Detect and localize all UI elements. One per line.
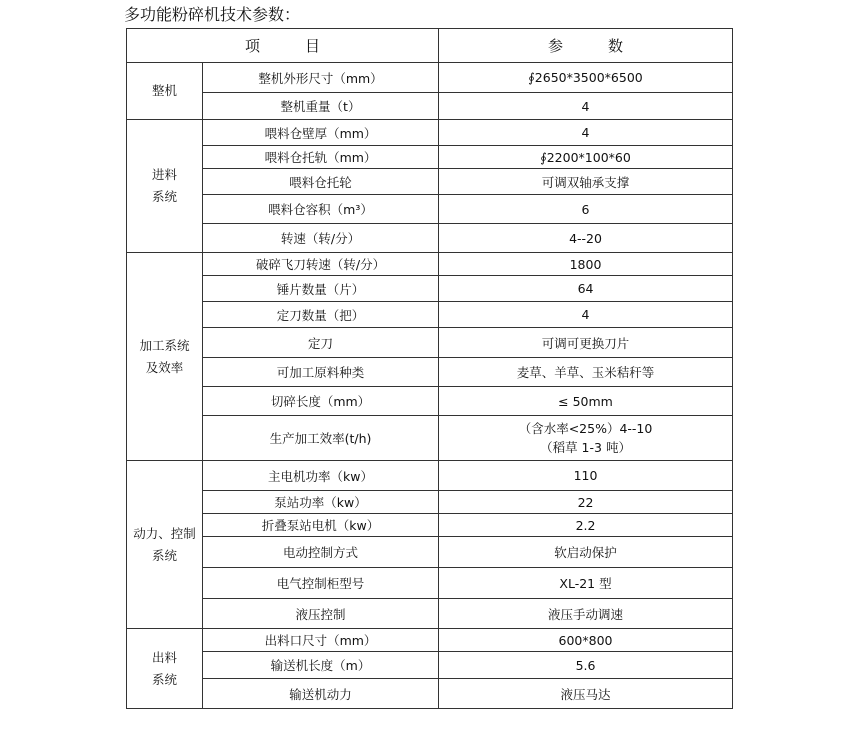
- group-name-cell: [127, 63, 203, 120]
- table-row: [127, 253, 733, 276]
- group-name-cell: [127, 461, 203, 629]
- document-title: 多功能粉碎机技术参数：: [124, 5, 301, 24]
- parameter-value: 22: [439, 491, 733, 514]
- group-name-cell: [127, 120, 203, 253]
- parameter-value: 可调双轴承支撑: [439, 169, 733, 195]
- table-row: [127, 328, 733, 358]
- group-name-cell: [127, 253, 203, 461]
- table-row: [127, 63, 733, 93]
- parameter-label: 喂料仓托轨（mm）: [203, 146, 439, 169]
- parameter-label: 电动控制方式: [203, 537, 439, 568]
- parameter-label: 喂料仓壁厚（mm）: [203, 120, 439, 146]
- parameter-label: 整机外形尺寸（mm）: [203, 63, 439, 93]
- parameter-label: 出料口尺寸（mm）: [203, 629, 439, 652]
- table-header-row: [127, 29, 733, 63]
- parameter-value: ∮2200*100*60: [439, 146, 733, 169]
- table-row: [127, 146, 733, 169]
- table-row: [127, 276, 733, 302]
- parameter-label: 定刀: [203, 328, 439, 358]
- table-row: [127, 491, 733, 514]
- group-name-line: 加工系统: [139, 337, 190, 353]
- parameter-label: 主电机功率（kw）: [203, 461, 439, 491]
- parameter-label: 喂料仓容积（m³）: [203, 195, 439, 224]
- table-row: [127, 387, 733, 416]
- table-row: [127, 358, 733, 387]
- table-row: [127, 568, 733, 599]
- group-name-line: 出料: [151, 649, 177, 665]
- parameter-label: 生产加工效率(t/h): [203, 416, 439, 461]
- table-row: [127, 120, 733, 146]
- parameter-value: 600*800: [439, 629, 733, 652]
- header-parameter: 参 数: [439, 29, 733, 63]
- parameter-value: 64: [439, 276, 733, 302]
- parameter-value: ≤ 50mm: [439, 387, 733, 416]
- table-body: [127, 63, 733, 709]
- parameter-value: ∮2650*3500*6500: [439, 63, 733, 93]
- table-row: [127, 224, 733, 253]
- parameter-value: 可调可更换刀片: [439, 328, 733, 358]
- table-row: [127, 416, 733, 461]
- parameter-value: 6: [439, 195, 733, 224]
- parameter-value: 液压手动调速: [439, 599, 733, 629]
- parameter-value: 4: [439, 93, 733, 120]
- table-row: [127, 169, 733, 195]
- parameter-value: 2.2: [439, 514, 733, 537]
- parameter-value: 麦草、羊草、玉米秸秆等: [439, 358, 733, 387]
- parameter-label: 输送机长度（m）: [203, 652, 439, 679]
- table-row: [127, 514, 733, 537]
- table-row: [127, 629, 733, 652]
- parameter-label: 输送机动力: [203, 679, 439, 709]
- parameter-label: 电气控制柜型号: [203, 568, 439, 599]
- table-row: [127, 302, 733, 328]
- parameter-value: 110: [439, 461, 733, 491]
- table-row: [127, 652, 733, 679]
- table-row: [127, 599, 733, 629]
- parameter-label: 喂料仓托轮: [203, 169, 439, 195]
- parameter-value: 1800: [439, 253, 733, 276]
- group-name-line: 系统: [151, 189, 177, 204]
- table-row: [127, 461, 733, 491]
- table-row: [127, 93, 733, 120]
- table-row: [127, 195, 733, 224]
- parameter-value: 液压马达: [439, 679, 733, 709]
- parameter-value: 5.6: [439, 652, 733, 679]
- group-name-line: 整机: [151, 83, 177, 98]
- parameter-label: 转速（转/分）: [203, 224, 439, 253]
- parameter-label: 切碎长度（mm）: [203, 387, 439, 416]
- group-name-cell: [127, 629, 203, 709]
- parameter-label: 可加工原料种类: [203, 358, 439, 387]
- parameter-label: 锤片数量（片）: [203, 276, 439, 302]
- spec-table: [126, 28, 733, 709]
- table-row: [127, 679, 733, 709]
- group-name-line: 动力、控制: [133, 525, 196, 541]
- parameter-value: 4: [439, 120, 733, 146]
- table-row: [127, 537, 733, 568]
- parameter-label: 泵站功率（kw）: [203, 491, 439, 514]
- parameter-label: 液压控制: [203, 599, 439, 629]
- group-name-line: 及效率: [145, 359, 184, 375]
- group-name-line: 系统: [151, 547, 177, 563]
- parameter-label: 破碎飞刀转速（转/分）: [203, 253, 439, 276]
- parameter-value: 4--20: [439, 224, 733, 253]
- parameter-value-line: （含水率<25%）4--10: [518, 421, 653, 436]
- parameter-value: 软启动保护: [439, 537, 733, 568]
- header-item: 项 目: [127, 29, 439, 63]
- group-name-line: 系统: [151, 671, 177, 687]
- parameter-value: 4: [439, 302, 733, 328]
- group-name-line: 进料: [151, 167, 177, 182]
- parameter-value: [439, 416, 733, 461]
- parameter-label: 定刀数量（把）: [203, 302, 439, 328]
- parameter-value: XL-21 型: [439, 568, 733, 599]
- parameter-value-line: （稻草 1-3 吨）: [540, 440, 631, 455]
- parameter-label: 折叠泵站电机（kw）: [203, 514, 439, 537]
- parameter-label: 整机重量（t）: [203, 93, 439, 120]
